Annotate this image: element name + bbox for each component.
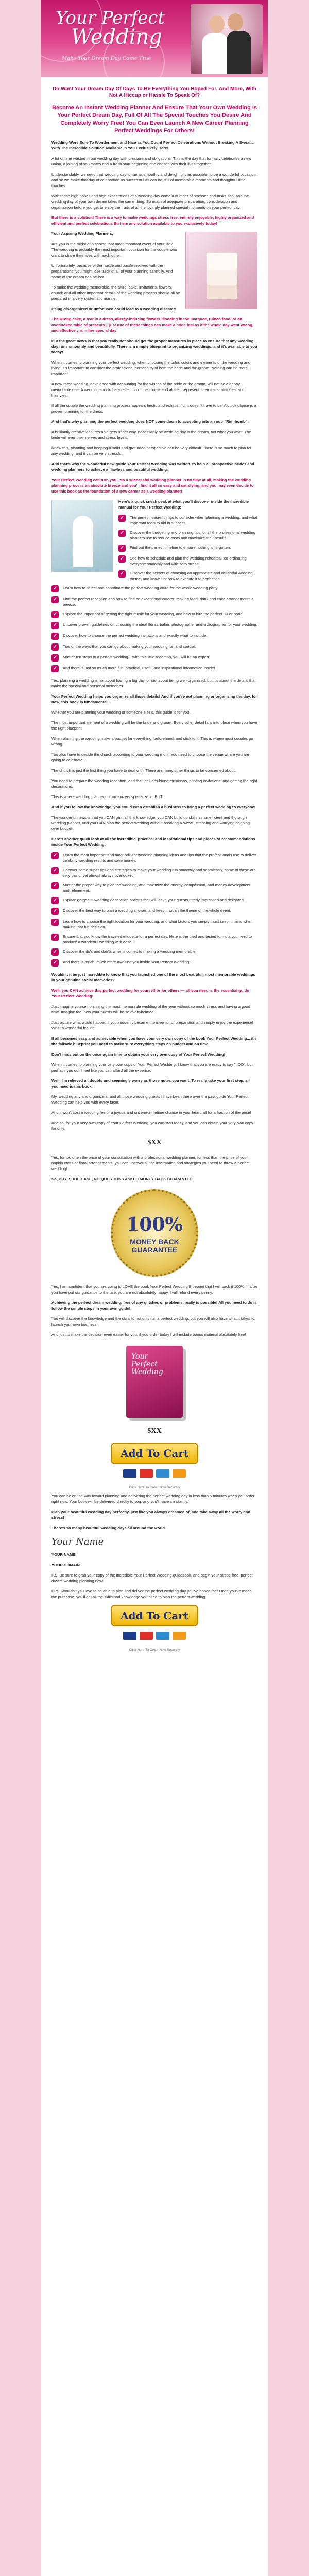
- paragraph: Know this, planning and keeping a solid and grounded perspective can be very difficult. There is so much to plan for any wedding, and it can be very stressful.: [52, 446, 252, 456]
- bride-figure: [73, 516, 93, 567]
- bride-head: [209, 15, 225, 33]
- brand-logo: [56, 9, 165, 47]
- author-domain: YOUR DOMAIN: [52, 1563, 80, 1568]
- bullets-intro: Here's a quick sneak peak at what you'll discover inside the incredible manual for Your Perfect Wedding:: [118, 499, 249, 510]
- groom-figure: [227, 31, 251, 74]
- list-item: ✓ Uncover proven guidelines on choosing the ideal florist, baker, photographer and videographer for your wedding.: [52, 622, 258, 629]
- checkmark-icon: ✓: [52, 665, 59, 672]
- guarantee-percent: 100%: [126, 1214, 183, 1236]
- list-item: ✓ Explore gorgeous wedding decoration options that will leave your guests utterly impressed and delighted.: [52, 897, 258, 904]
- bullets2-intro: Here's another quick look at all the incredible, practical and inspirational tips and pieces of recommendations inside Your Perfect Wedding:: [52, 837, 255, 848]
- product-title: Your Perfect Wedding: [131, 1352, 163, 1377]
- paragraph: A brilliantly creative ensures able gets of her way, necessarily be wedding day is the dream, not what you want. The bride will ever their nerves and stress levels.: [52, 430, 251, 440]
- checkmark-icon: ✓: [52, 908, 59, 915]
- list-item: ✓ Learn how to select and coordinate the perfect wedding attire for the whole wedding party.: [52, 585, 258, 592]
- checkmark-icon: ✓: [52, 585, 59, 592]
- paragraph: With these high hopes and high expectations of a wedding day come a number of stresses and tasks, too, and the wedding day of your own dream takes the same thing. So much of adequate preparation, consideration and organization before you get to enjoy the fruits of all the lovingly planned special moments on your perfect day.: [52, 194, 249, 210]
- checkmark-icon: ✓: [52, 934, 59, 941]
- cart-note: Click Here To Order Now Securely: [129, 1485, 180, 1489]
- list-item: ✓ Discover the budgeting and planning tips for all the professional wedding planners use to reduce costs and maximize their results.: [118, 530, 258, 541]
- checkmark-icon: ✓: [52, 622, 59, 629]
- bride-figure: [202, 33, 229, 74]
- paragraph: And so, for your very own copy of Your Perfect Wedding, you can start today, and you can obtain your very own copy for only:: [52, 1121, 253, 1131]
- checkmark-icon: ✓: [118, 545, 126, 552]
- mastercard-icon: [140, 1469, 153, 1478]
- checkmark-icon: ✓: [118, 555, 126, 563]
- paragraph: The wonderful news is that you CAN gain all this knowledge, you CAN build up skills as an efficient and thorough wedding planner, and you CAN plan the perfect wedding without breaking a sweat, stressing and worrying or going over budget!: [52, 815, 250, 832]
- paragraph: You also have to decide the church according to your wedding motif. You need to choose the venue where you are going to celebrate.: [52, 752, 249, 763]
- list-item: ✓ The perfect, secret things to consider when planning a wedding, and what important tools to aid in success.: [118, 515, 258, 526]
- paragraph: And just to make the decision even easier for you, if you order today I will include bonus material absolutely free!: [52, 1332, 246, 1337]
- amex-card-icon: [156, 1469, 169, 1478]
- list-item: ✓ Tips of the ways that you can go about making your wedding fun and special.: [52, 643, 258, 651]
- checkmark-icon: ✓: [52, 867, 59, 874]
- payment-cards: [52, 1469, 258, 1479]
- list-item: ✓ Find out the perfect timeline to ensure nothing is forgotten.: [118, 545, 258, 552]
- groom-head: [228, 13, 243, 31]
- paragraph: To make the wedding memorable, the attire, cake, invitations, flowers, church and all other important details of the wedding process should all be prepared in a very systematic manner.: [52, 285, 180, 301]
- paragraph: Whether you are planning your wedding or someone else's, this guide is for you.: [52, 710, 191, 715]
- checkmark-icon: ✓: [118, 530, 126, 537]
- checkmark-icon: ✓: [52, 919, 59, 926]
- paragraph: The church is just the first thing you have to deal with. There are many other things to be concerned about.: [52, 768, 236, 773]
- checkmark-icon: ✓: [52, 633, 59, 640]
- paragraph: You will discover the knowledge and the skills to not only run a perfect wedding, but you will also have what it takes to launch your own business.: [52, 1316, 255, 1327]
- list-item: ✓ See how to schedule and plan the wedding rehearsal, co-ordinating everyone smoothly and with zero stress.: [118, 555, 258, 567]
- list-item: ✓ Master the proper way to plan the wedding, and maximize the energy, compassion, and money development and refinement.: [52, 882, 258, 893]
- couple-photo: [191, 4, 263, 74]
- checkmark-icon: ✓: [52, 654, 59, 662]
- paragraph: Being disorganized or unfocused could lead to a wedding disaster!: [52, 307, 177, 312]
- paragraph: A lot of time wasted in our wedding day with pleasure and obligations. This is the day that formally celebrates a new union, a joining of soulmates and a fresh start beginning one chosen with their lives together.: [52, 156, 251, 167]
- paragraph: Unfortunately, because of the hustle and bustle involved with the preparations, you might lose track of all of your planning carefully. And some of the dream can be lost.: [52, 263, 173, 280]
- paragraph: Wouldn't it be just incredible to know that you launched one of the most beautiful, most memorable weddings in your genuine social memories?: [52, 972, 255, 983]
- paragraph: When it comes to planning your very own copy of Your Perfect Wedding, I know that you are ready to say "I DO", but perhaps you don't feel like you can afford all the expense.: [52, 1062, 253, 1073]
- brand-line-1: Your Perfect: [56, 8, 165, 28]
- list-item: ✓ Discover the secrets of choosing an appropriate and delightful wedding theme, and know just how to execute it to perfection.: [118, 570, 258, 582]
- product-box-image: [126, 1346, 183, 1418]
- paragraph: The most important element of a wedding will be the bride and groom. Every other detail falls into place when you have the right blueprint.: [52, 720, 258, 731]
- amex-card-icon: [156, 1632, 169, 1640]
- author-name: YOUR NAME: [52, 1552, 76, 1557]
- headline-top: Do Want Your Dream Day Of Days To Be Everything You Hoped For, And More, With Not A Hiccup or Hassle To Speak Of?: [52, 86, 257, 98]
- checkmark-icon: ✓: [52, 882, 59, 889]
- list-item: ✓ Uncover some super tips and strategies to make your wedding run smoothly and seamlessly, some of these are very basic, yet almost always overlooked!: [52, 867, 258, 878]
- checkmark-icon: ✓: [52, 959, 59, 967]
- checkmark-icon: ✓: [118, 570, 126, 578]
- paragraph: But there is a solution! There is a way to make weddings stress free, entirely enjoyable, highly organized and efficient and perfect celebrations that are any solution available to you exclusively today!: [52, 215, 254, 226]
- checkmark-icon: ✓: [52, 852, 59, 859]
- signature: Your Name: [52, 1536, 104, 1548]
- mastercard-icon: [140, 1632, 153, 1640]
- paragraph: Your Perfect Wedding can turn you into a successful wedding planner in no time at all, making the wedding planning process an absolute breeze and you'll find it all so easy and satisfying, and you may even decide to use this book as the foundation of a new career as a wedding planner!: [52, 478, 254, 494]
- paragraph: Achieving the perfect dream wedding, free of any glitches or problems, really is possible! All you need to do is follow the simple steps in your own guide!: [52, 1300, 257, 1311]
- list-item: ✓ Learn how to choose the right location for your wedding, and what factors you simply must keep in mind when making that big decision.: [52, 919, 258, 930]
- list-item: ✓ Learn the most important and most brilliant wedding planning ideas and tips that the professionals use to deliver celebrity wedding results and save money.: [52, 852, 258, 863]
- visa-card-icon: [123, 1469, 136, 1478]
- checkmark-icon: ✓: [52, 611, 59, 618]
- checkmark-icon: ✓: [52, 643, 59, 651]
- list-item: ✓ Ensure that you know the traveled etiquette for a perfect day. Here is the tried and tested formula you need to produce a wonderful wedding with ease!: [52, 934, 258, 945]
- paragraph: P.S. Be sure to grab your copy of the incredible Your Perfect Wedding guidebook, and begin your stress-free, perfect, dream wedding planning now!: [52, 1573, 254, 1584]
- list-item: ✓ Master ten steps to a perfect wedding... with this little roadmap, you will be an expert.: [52, 654, 258, 662]
- paragraph: Well, I'm relieved all doubts and seemingly worry as those notes you want. To really take your first step, all you need is this book.: [52, 1078, 250, 1089]
- paragraph: You need to prepare the wedding reception, and that includes hiring musicians, printing invitations, and getting the right decorations.: [52, 778, 258, 789]
- bride-photo: [52, 500, 113, 572]
- cart-note-2: Click Here To Order Now Securely: [129, 1648, 180, 1652]
- sales-page: [41, 0, 268, 2576]
- paragraph: Yes, for too often the price of your consultation with a professional wedding planner, for less than the price of your napkin costs or floral arrangements, you can uncover all the information and strategies you need to throw a perfect wedding!: [52, 1155, 250, 1171]
- midline: But the great news is that you really not should get the proper measures in place to ensure that any wedding day runs smoothly and beautifully. There is a simple blueprint to organizing weddings, and it's available to you today!: [52, 338, 258, 355]
- paragraph: If all becomes easy and achievable when you have your very own copy of the book Your Perfect Wedding... it's the failsafe blueprint you need to make sure everything stays on budget and on time.: [52, 1036, 257, 1047]
- list-item: ✓ Explore the important of getting the right music for your wedding, and how to hire the perfect DJ or band.: [52, 611, 258, 618]
- guarantee-line-1: MONEY BACK: [130, 1238, 179, 1246]
- paragraph: PPS. Wouldn't you love to be able to plan and deliver the perfect wedding day you've hoped for? Once you've made the purchase, you'll get all the skills and knowledge you need to plan the perfect wedding.: [52, 1589, 252, 1600]
- wedding-cake-photo: [185, 232, 258, 309]
- tagline: Make Your Dream Day Come True: [62, 56, 151, 61]
- discover-card-icon: [173, 1469, 186, 1478]
- brand-line-2: Wedding: [71, 25, 162, 49]
- paragraph: And that's why planning the perfect wedding does NOT come down to accepting into an out- "Rim-bomb"!: [52, 419, 249, 425]
- paragraph: Understandably, we need that wedding day to run as smoothly and delightfully as possible, to be a wonderful occasion, and so we make that day of celebration as successful as can be, full of memorable moments and thoughtful little touches.: [52, 172, 257, 189]
- paragraph: And that's why the wonderful new guide Your Perfect Wedding was written, to help all prospective brides and wedding planners to achieve a flawless and beautiful wedding.: [52, 462, 254, 472]
- paragraph: Are you in the midst of planning that most important event of your life? The wedding is probably the most important occasion for the couple who want to share their lives with each other.: [52, 242, 177, 258]
- cake-figure: [207, 253, 237, 299]
- paragraph: So, BUY, SHOE CASE, NO QUESTIONS ASKED MONEY BACK GUARANTEE!: [52, 1176, 194, 1181]
- paragraph: Just imagine yourself planning the most memorable wedding of the year without so much stress and having a good time. Imagine too, how your guests will be so overwhelmed.: [52, 1004, 250, 1015]
- paragraph: A new-rated wedding, developed with accounting for the wishes of the bride or the groom, will not be a happy memorable one. A wedding should be a reflection of the couple and all their represent, their traits, attitudes, and lifestyles.: [52, 382, 245, 398]
- checkmark-icon: ✓: [52, 948, 59, 956]
- paragraph: Well, you CAN achieve this perfect wedding for yourself or for others — all you need is the essential guide Your Perfect Wedding!: [52, 988, 249, 999]
- visa-card-icon: [123, 1632, 136, 1640]
- paragraph: My, wedding any and organizers, and all those wedding guests I have been there over the past guide Your Perfect Wedding can help you with every facet.: [52, 1094, 249, 1105]
- add-to-cart-button[interactable]: Add To Cart: [111, 1443, 198, 1464]
- paragraph: Just picture what would happen if you suddenly became the inventor of preparation and simply enjoy the experience! What a wonderful feeling!: [52, 1020, 253, 1031]
- list-item: ✓ Discover the best way to plan a wedding shower, and keep it within the theme of the whole event.: [52, 908, 258, 915]
- paragraph: This is where wedding planners or organizers specialize in. BUT:: [52, 794, 163, 800]
- paragraph: When planning the wedding make a budget for everything, beforehand, and stick to it. This is where most couples go wrong.: [52, 736, 253, 747]
- paragraph: If all the couple the wedding planning process appears hectic and exhausting, it doesn't have to be! A quick glance is a proven planning for the dress.: [52, 403, 256, 414]
- add-to-cart-button-2[interactable]: Add To Cart: [111, 1605, 198, 1626]
- price-display: $XX: [147, 1139, 162, 1147]
- paragraph: There's so many beautiful wedding days all around the world.: [52, 1526, 166, 1531]
- paragraph: Don't miss out on the once-again time to obtain your very own copy of Your Perfect Wedding!: [52, 1052, 226, 1057]
- paragraph: And it won't cost a wedding fee or a joyous and once-in-a-lifetime chance in your heart, all for a fraction of the price!: [52, 1110, 251, 1115]
- headline-main: Become An Instant Wedding Planner And Ensure That Your Own Wedding Is Your Perfect Dream Day, Full Of All The Special Touches You Desire And Completely Worry Free! You Can Even Launch A New Career Planning Perfect Weddings For Others!: [52, 105, 258, 134]
- feature-list-2: [52, 852, 258, 967]
- main-content: [41, 77, 268, 1653]
- paragraph: You can be on the way toward planning and delivering the perfect wedding day in less than 5 minutes when you order right now. Your book will be delivered directly to you, and you'll have it instantly.: [52, 1494, 255, 1504]
- checkmark-icon: ✓: [118, 515, 126, 522]
- paragraph: Your Aspiring Wedding Planners,: [52, 231, 113, 236]
- money-back-guarantee-seal: [111, 1189, 198, 1277]
- paragraph: Yes, I am confident that you are going to LOVE the book Your Perfect Wedding Blueprint that I will back it 100%. If after you have put our guidance to the use, you are not absolutely happy, I will refund every penny.: [52, 1284, 258, 1295]
- list-item: ✓ Find the perfect reception and how to find an exceptional caterer, making food, drink and cake arrangements a breeze.: [52, 596, 258, 607]
- paragraph: Plan your beautiful wedding day perfectly, just like you always dreamed of, and take away all the worry and stress!: [52, 1510, 250, 1520]
- discover-card-icon: [173, 1632, 186, 1640]
- list-item: ✓ Discover the do's and don'ts when it comes to making a wedding memorable.: [52, 948, 258, 956]
- checkmark-icon: ✓: [52, 897, 59, 904]
- list-item: ✓ Discover how to choose the perfect wedding invitations and exactly what to include.: [52, 633, 258, 640]
- list-item: ✓ And there is just so much more fun, practical, useful and inspirational information inside!: [52, 665, 258, 672]
- paragraph: Yes, planning a wedding is not about having a big day, or just about being well-organized, but it's about the details that make the special and personal memories.: [52, 678, 256, 689]
- list-item: ✓ And there is much, much more awaiting you inside Your Perfect Wedding!: [52, 959, 258, 967]
- paragraph: Wedding Were Sure To Wonderment and Nice as You Count Perfect Celebrations Without Breaking A Sweat... With The Incredible Solution Available In You Exclusively Here!: [52, 140, 254, 151]
- paragraph: Your Perfect Wedding helps you organize all those details! And if you're not planning or organizing the day, for now, this book is fundamental.: [52, 694, 258, 705]
- header-banner: [41, 0, 268, 77]
- paragraph: When it comes to planning your perfect wedding, when choosing the color, colors and elements of the wedding and living, it's important to consider the professional personality of both the bride and the groom. Nothing can be more important.: [52, 360, 251, 377]
- paragraph: And if you follow the knowledge, you could even establish a business to bring a perfect wedding to everyone!: [52, 805, 256, 810]
- guarantee-line-2: GUARANTEE: [131, 1245, 178, 1254]
- payment-cards-2: [52, 1632, 258, 1641]
- price-display-2: $XX: [147, 1427, 162, 1435]
- paragraph: The wrong cake, a tear in a dress, allergy-inducing flowers, flooding in the marquee, ruined food, or an overlooked table of presents... just one of these things can make a bride feel as if the whole day went wrong, and effectively ruin her special day!: [52, 317, 254, 333]
- checkmark-icon: ✓: [52, 596, 59, 603]
